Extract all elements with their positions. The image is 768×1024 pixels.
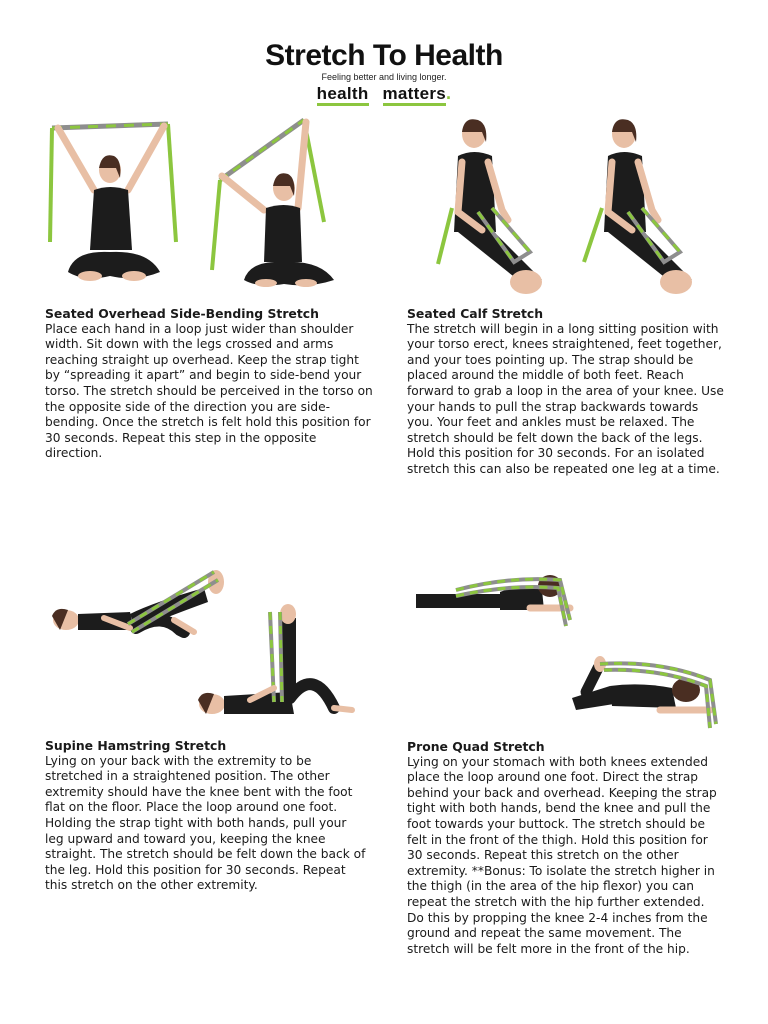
figure-quad-1 [416, 575, 570, 626]
figure-overhead-1 [50, 124, 176, 281]
section-body: The stretch will begin in a long sitting position with your torso erect, knees straightened, feet together, and your toes pointing up. The strap should be placed around the middle of both feet. Reach forward to grab a loop in the area of your knee. Use your hands to pull the strap backwards towards you. Your feet and ankles must be relaxed. The stretch should be felt down the back of the legs. Hold this position for 30 seconds. For an isolated stretch this can also be repeated one leg at a time. [407, 321, 724, 476]
section-body: Lying on your back with the extremity to be stretched in a straightened position. The other extremity should have the knee bent with the foot flat on the floor. Place the loop around one foot. Holding the strap tight with both hands, pull your leg upward and toward you, keeping the knee straight. The stretch should be felt down the back of the leg. Hold this position for 30 seconds. Repeat this stretch on the other extremity. [45, 753, 366, 893]
figure-overhead-2 [212, 120, 334, 287]
brand-word-health: health [317, 86, 369, 106]
section-body: Place each hand in a loop just wider than shoulder width. Sit down with the legs crossed and arms reaching straight up overhead. Keep the strap tight by “spreading it apart” and begin to side-bend your torso. The stretch should be perceived in the torso on the opposite side of the direction you are side-bending. Once the stretch is felt hold this position for 30 seconds. Repeat this step in the opposite direction. [45, 321, 373, 461]
photo-hamstring-stretch [44, 558, 374, 728]
section-hamstring-stretch [45, 738, 367, 894]
brand-dot: . [446, 83, 452, 103]
section-quad-stretch [407, 739, 725, 957]
brand-word-matters: matters [383, 86, 447, 106]
section-body: Lying on your stomach with both knees extended place the loop around one foot. Direct the strap behind your back and overhead. Keeping the strap tight with both hands, bend the knee and pull the foot towards your buttock. The stretch should be felt in the front of the thigh. Hold this position for 30 seconds. Repeat this stretch on the other extremity. **Bonus: To isolate the stretch higher in the thigh (in the area of the hip flexor) you can repeat the stretch with the hip further extended. Do this by propping the knee 2-4 inches from the ground and repeat the same movement. The stretch will be felt more in the front of the hip. [407, 754, 717, 956]
figure-calf-1 [438, 119, 542, 294]
section-heading: Seated Calf Stretch [407, 306, 544, 321]
photo-calf-stretch [422, 112, 722, 307]
page-title: Stretch To Health [265, 39, 503, 72]
brand-logo [0, 83, 768, 106]
section-calf-stretch [407, 306, 727, 478]
figure-calf-2 [584, 119, 692, 294]
section-heading: Supine Hamstring Stretch [45, 738, 227, 753]
figure-quad-2 [572, 656, 716, 728]
section-heading: Seated Overhead Side-Bending Stretch [45, 306, 319, 321]
figure-hamstring-2 [198, 604, 352, 714]
figure-hamstring-1 [52, 570, 224, 632]
section-heading: Prone Quad Stretch [407, 739, 545, 754]
page-header [0, 36, 768, 106]
photo-overhead-stretch [44, 112, 364, 292]
photo-quad-stretch [410, 560, 730, 740]
tagline: Feeling better and living longer. [321, 72, 447, 82]
section-overhead-stretch [45, 306, 375, 462]
